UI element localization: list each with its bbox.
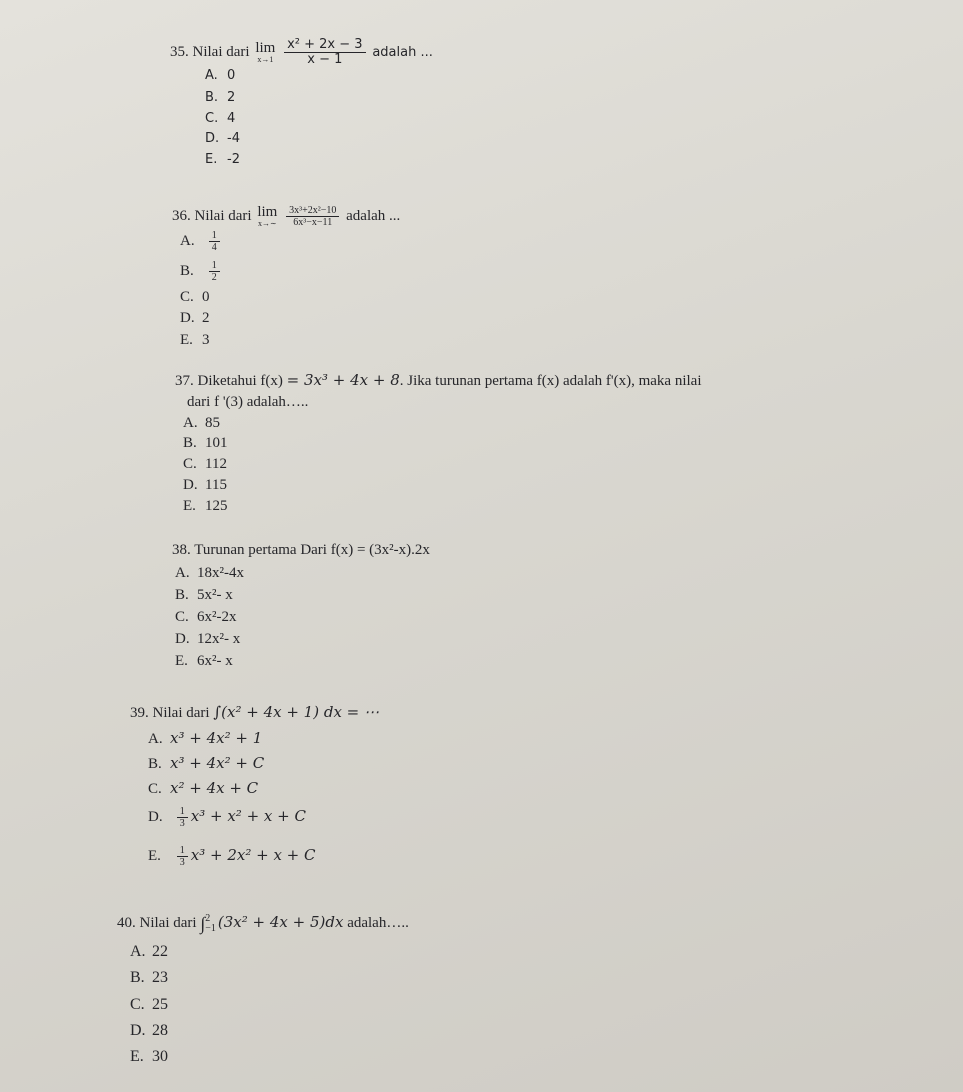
option-numerator: 1 (177, 806, 188, 818)
q40-option-a (130, 942, 168, 962)
q40-option-e (130, 1047, 168, 1067)
q40-integrand: (3x² + 4x + 5)dx (217, 913, 344, 931)
option-letter: C. (175, 609, 189, 625)
q35-option-d (205, 129, 240, 149)
option-letter: B. (205, 90, 219, 105)
option-letter: A. (175, 565, 190, 581)
option-denominator: 4 (211, 242, 217, 253)
option-text: x³ + 4x² + 1 (170, 729, 263, 747)
q36-label: 36. Nilai dari (172, 207, 252, 224)
q40-lower-limit: −1 (205, 922, 216, 934)
option-text: 0 (227, 68, 236, 83)
option-text: 3 (202, 332, 210, 348)
option-text: -2 (227, 152, 240, 167)
q36-option-c (180, 287, 210, 307)
option-numerator: 1 (177, 845, 188, 857)
q40-suffix: adalah….. (347, 915, 409, 931)
option-letter: D. (183, 477, 198, 493)
option-text: x³ + x² + x + C (190, 807, 306, 825)
option-letter: A. (205, 68, 218, 83)
option-letter: D. (175, 631, 190, 647)
q36-option-b-fraction (209, 260, 220, 283)
option-text: 115 (205, 477, 227, 493)
option-text: 101 (205, 435, 228, 451)
integral-sign-icon: ∫ (200, 913, 206, 934)
q36-option-a (180, 230, 223, 253)
option-letter: B. (180, 262, 194, 279)
option-text: 4 (227, 111, 236, 126)
q37-intro: 37. Diketahui f(x) (175, 373, 283, 389)
q39-label: 39. Nilai dari (130, 705, 210, 721)
option-text: 6x²- x (197, 653, 233, 669)
option-letter: B. (183, 435, 197, 451)
q40-label: 40. Nilai dari (117, 915, 197, 931)
q40-upper-limit: 2 (205, 912, 211, 924)
q36-option-a-fraction (209, 230, 220, 253)
option-text: 23 (152, 969, 168, 986)
option-letter: B. (130, 969, 145, 986)
option-text: 12x²- x (197, 631, 241, 647)
q36-numerator: 3x³+2x²−10 (286, 205, 339, 217)
question-38 (172, 540, 430, 560)
option-text: 18x²-4x (197, 565, 244, 581)
q35-lim-sub: x→1 (257, 55, 274, 65)
q36-option-b (180, 260, 223, 283)
option-letter: A. (180, 232, 195, 249)
q38-option-b (175, 585, 233, 605)
option-letter: B. (148, 756, 162, 772)
q40-option-c (130, 995, 168, 1015)
q39-option-e-fraction (177, 845, 188, 868)
question-40 (117, 912, 409, 934)
option-text: 0 (202, 289, 210, 305)
option-text: 22 (152, 943, 168, 960)
q38-option-d (175, 629, 240, 649)
option-letter: E. (130, 1048, 144, 1065)
option-text: -4 (227, 131, 240, 146)
q40-option-b (130, 968, 168, 988)
option-letter: C. (183, 456, 197, 472)
question-37-line-2 (187, 392, 308, 412)
option-text: 2 (202, 310, 210, 326)
q37-option-c (183, 454, 227, 474)
q37-function: = 3x³ + 4x + 8 (286, 371, 400, 389)
option-numerator: 1 (209, 230, 220, 242)
option-letter: D. (148, 809, 163, 825)
option-letter: E. (180, 332, 193, 348)
option-letter: C. (205, 111, 219, 126)
option-text: 85 (205, 415, 220, 431)
question-37-line-1 (175, 370, 702, 391)
option-letter: E. (148, 848, 161, 864)
q36-option-d (180, 308, 210, 328)
q35-option-c (205, 109, 235, 129)
option-denominator: 2 (211, 272, 217, 283)
q36-denominator: 6x³−x−11 (293, 217, 333, 228)
q37-option-a (183, 413, 220, 433)
q35-option-a (205, 66, 235, 86)
q35-numerator: x² + 2x − 3 (284, 38, 365, 53)
q37-option-e (183, 496, 228, 516)
option-letter: C. (148, 781, 162, 797)
option-text: 125 (205, 498, 228, 514)
q37-line-2-text: dari f '(3) adalah….. (187, 394, 309, 410)
q35-limit (255, 41, 275, 64)
option-text: x² + 4x + C (170, 779, 259, 797)
q39-option-e (148, 845, 316, 868)
q38-option-e (175, 651, 233, 671)
q37-continuation: . Jika turunan pertama f(x) adalah f'(x), maka nilai (399, 373, 702, 389)
q37-option-b (183, 433, 228, 453)
q36-limit (257, 205, 277, 228)
option-letter: D. (205, 131, 220, 146)
option-text: 30 (152, 1048, 168, 1065)
q40-option-d (130, 1021, 168, 1041)
q36-fraction (286, 205, 339, 228)
option-letter: E. (175, 653, 188, 669)
q35-fraction (284, 38, 365, 68)
q39-option-c (148, 778, 258, 799)
option-letter: A. (148, 731, 163, 747)
option-text: 112 (205, 456, 227, 472)
option-letter: B. (175, 587, 189, 603)
option-letter: A. (183, 415, 198, 431)
q39-integral: ∫(x² + 4x + 1) dx = ⋯ (213, 703, 380, 721)
question-36 (172, 205, 400, 228)
option-denominator: 3 (179, 857, 185, 869)
q35-suffix: adalah ... (372, 45, 433, 61)
option-letter: C. (130, 996, 145, 1013)
option-letter: C. (180, 289, 194, 305)
option-letter: A. (130, 943, 146, 960)
q35-denominator: x − 1 (307, 52, 343, 68)
q35-label: 35. Nilai dari (170, 44, 250, 61)
question-39 (130, 702, 379, 723)
q36-option-e (180, 330, 210, 350)
option-text: x³ + 2x² + x + C (190, 846, 316, 864)
option-text: 2 (227, 90, 236, 105)
q36-suffix: adalah ... (346, 207, 401, 224)
q36-lim-word: lim (257, 204, 278, 220)
option-numerator: 1 (209, 260, 220, 272)
q39-option-b (148, 753, 264, 774)
option-text: 5x²- x (197, 587, 233, 603)
option-letter: D. (130, 1022, 146, 1039)
q38-option-c (175, 607, 237, 627)
option-text: 28 (152, 1022, 168, 1039)
q40-integral-limits (205, 914, 216, 934)
option-text: 25 (152, 996, 168, 1013)
question-35 (170, 38, 433, 68)
q38-option-a (175, 563, 244, 583)
q35-option-e (205, 150, 240, 170)
q39-option-a (148, 728, 262, 749)
option-letter: D. (180, 310, 195, 326)
option-letter: E. (205, 152, 218, 167)
q35-lim-word: lim (255, 40, 276, 57)
q38-text: 38. Turunan pertama Dari f(x) = (3x²-x).2x (172, 542, 430, 558)
q36-lim-sub: x→∼ (257, 219, 277, 228)
q37-option-d (183, 475, 227, 495)
q35-option-b (205, 88, 235, 108)
option-letter: E. (183, 498, 196, 514)
option-denominator: 3 (179, 818, 185, 830)
option-text: 6x²-2x (197, 609, 237, 625)
q39-option-d (148, 806, 306, 829)
option-text: x³ + 4x² + C (170, 754, 265, 772)
q39-option-d-fraction (177, 806, 188, 829)
